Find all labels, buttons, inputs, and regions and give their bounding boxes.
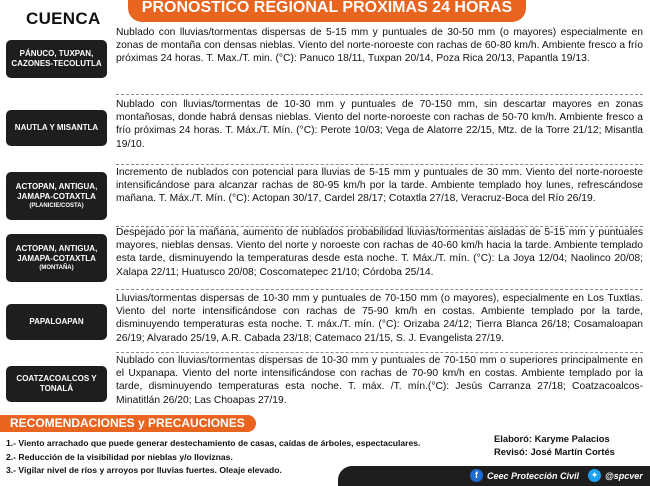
twitter-handle: @spcver [605,470,643,481]
cuenca-heading: CUENCA [26,9,101,28]
row-divider [116,164,643,165]
region-label [6,40,107,78]
region-description: Lluvias/tormentas dispersas de 10-30 mm y puntuales de 70-150 mm (o mayores), especialmente en Los Tuxtlas. Viento del norte intensificándose con rachas de 75-90 km/h en costas. Ambiente templado por la tarde, disminuyendo temperaturas esta noche. T. máx./T. mín. (°C): Orizaba 24/12; Tierra Blanca 26/18; Cosamaloapan 26/19; Alvarado 25/19, A.R. Cabada 23/18; Catemaco 21/15, S. J. Evangelista 27/19. [116,293,643,344]
region-label-subtitle: (PLANICIE/COSTA) [29,203,84,209]
row-divider [116,289,643,290]
region-description: Nublado con lluvias/tormentas dispersas de 10-30 mm y puntuales de 70-150 mm o superiores principalmente en el Uxpanapa. Viento del norte intensificándose con rachas de 70-90 km/h en costas. Ambiente templado por la tarde, disminuyendo temperaturas esta noche. T. máx. /T. mín.(°C): Jesús Carranza 27/18; Coatzacoalcos-Minatitlán 26/20; Las Choapas 27/19. [116,355,643,406]
region-label-text: ACTOPAN, ANTIGUA, JAMAPA-COTAXTLA [15,182,98,201]
forecast-title-bar [128,0,526,22]
region-label-text: COATZACOALCOS Y TONALÁ [16,374,97,393]
credit-elaboro: Elaboró: Karyme Palacios [494,433,610,444]
region-description: Despejado por la mañana, aumento de nublados probabilidad lluvias/tormentas aisladas de 5-15 mm y puntuales mayores, nieblas densas. Viento del norte y noroeste con rachas de 40-60 km/h hacia la tarde. Ambiente templado esta tarde, disminuyendo la temperaturas desde esta noche. T. Máx./T. mín. (°C): La Joya 12/04; Naolinco 20/08; Xalapa 22/11; Huatusco 20/08; Coscomatepec 21/10; Córdoba 25/14. [116,227,643,278]
row-divider [116,94,643,95]
region-label-text: PÁNUCO, TUXPAN, CAZONES-TECOLUTLA [11,49,102,68]
region-label-subtitle: (MONTAÑA) [39,265,74,271]
recommendation-item: 3.- Vigilar nivel de ríos y arroyos por lluvias fuertes. Oleaje elevado. [6,465,282,475]
recommendations-title-bar [0,415,256,432]
region-label [6,304,107,340]
twitter-icon: ✦ [588,469,601,482]
forecast-title: PRONÓSTICO REGIONAL PRÓXIMAS 24 HORAS [141,0,513,16]
recommendation-item: 1.- Viento arrachado que puede generar destechamiento de casas, caídas de árboles, espectaculares. [6,438,421,448]
credit-reviso: Revisó: José Martín Cortés [494,446,615,457]
facebook-icon: f [470,469,483,482]
recommendation-item: 2.- Reducción de la visibilidad por nieblas y/o llovíznas. [6,451,233,462]
facebook-link[interactable] [470,469,579,482]
region-label [6,366,107,402]
facebook-handle: Ceec Protección Civil [487,470,580,481]
region-description: Nublado con lluvias/tormentas de 10-30 mm y puntuales de 70-150 mm, sin descartar mayores en zonas montañosas, donde habrá densas nieblas. Viento del norte-noroeste con rachas de 50-70 km/h. Ambiente fresco a frío próximas 24 horas. T. Máx./T. Mín. (°C): Perote 10/03; Vega de Alatorre 22/15, Mtz. de la Torre 21/12; Misantla 19/10. [116,99,643,150]
region-label [6,234,107,282]
twitter-link[interactable] [588,469,643,482]
region-label-text: ACTOPAN, ANTIGUA, JAMAPA-COTAXTLA [15,244,98,263]
region-label [6,172,107,220]
row-divider [116,352,643,353]
region-label [6,110,107,146]
region-label-text: NAUTLA Y MISANTLA [14,123,99,132]
recommendations-title: RECOMENDACIONES y PRECAUCIONES [10,416,245,430]
credits [494,432,615,458]
region-label-text: PAPALOAPAN [29,317,84,326]
region-description: Incremento de nublados con potencial para lluvias de 5-15 mm y puntuales de 30 mm. Viento del norte-noroeste intensificándose para alcanzar rachas de 80-95 km/h por la tarde. Ambiente templado hoy lunes, refrescándose mañana. T. Máx./T. Mín. (°C): Actopan 30/17, Cardel 28/17; Cotaxtla 27/18, Veracruz-Boca del Río 26/19. [116,167,643,205]
region-description: Nublado con lluvias/tormentas dispersas de 5-15 mm y puntuales de 30-50 mm (o mayores) especialmente en zonas de montaña con densas nieblas. Viento del norte-noroeste con rachas de 60-80 km/h. Ambiente fresco a frío próximas 24 horas. T. Max./T. min. (°C): Panuco 18/11, Tuxpan 20/14, Poza Rica 20/13, Papantla 19/13. [116,27,643,65]
